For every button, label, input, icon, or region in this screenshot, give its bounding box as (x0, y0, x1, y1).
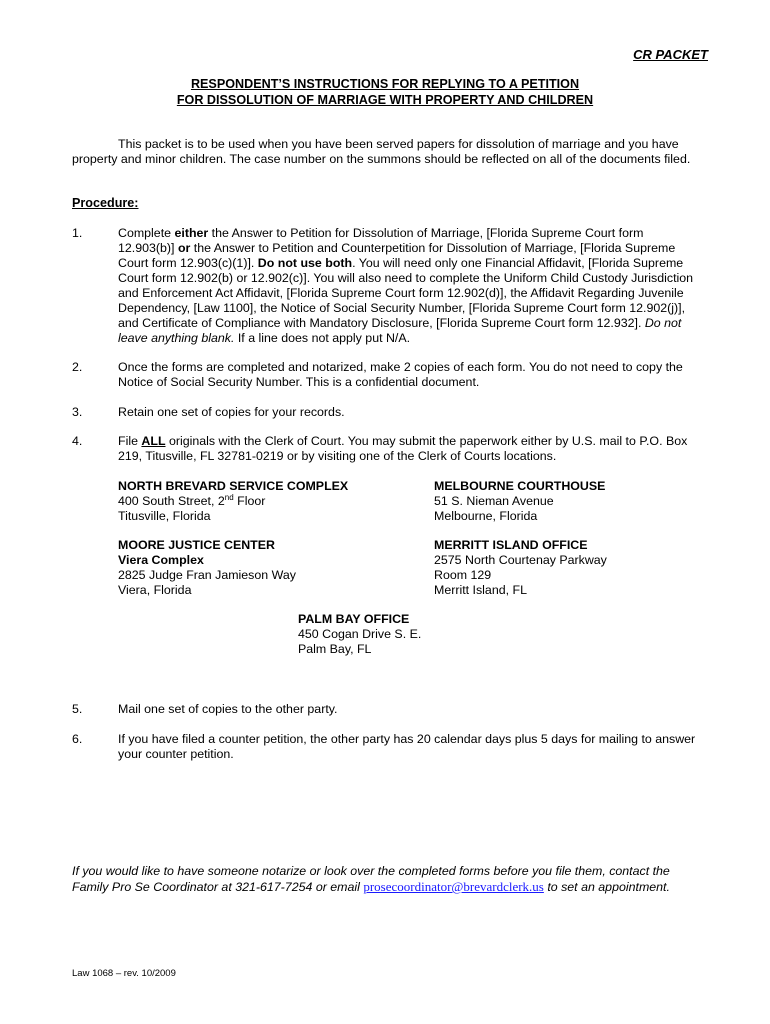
intro-line-1: This packet is to be used when you have been served papers for dissolution of marriage and you have (118, 137, 679, 151)
step-4-text: File ALL originals with the Clerk of Court. You may submit the paperwork either by U.S. mail to P.O. Box 219, Titusville, FL 32781-0219 or by visiting one of the Clerk of Courts locations. (118, 434, 688, 463)
office-name: MERRITT ISLAND OFFICE (434, 538, 588, 552)
office-room: Room 129 (434, 568, 492, 582)
office-city: Merritt Island, FL (434, 583, 527, 597)
step-2-number: 2. (72, 360, 83, 374)
document-title-line-1: RESPONDENT’S INSTRUCTIONS FOR REPLYING TO A PETITION (190, 77, 580, 91)
intro-line-2: property and minor children. The case number on the summons should be reflected on all of the documents filed. (72, 152, 691, 166)
office-name: MELBOURNE COURTHOUSE (434, 479, 606, 493)
office-address: 2825 Judge Fran Jamieson Way (118, 568, 296, 582)
step-4-number: 4. (72, 434, 83, 448)
step-3-text: Retain one set of copies for your records. (118, 405, 345, 419)
office-name: NORTH BREVARD SERVICE COMPLEX (118, 479, 349, 493)
office-city: Viera, Florida (118, 583, 192, 597)
office-name: PALM BAY OFFICE (298, 612, 410, 626)
office-city: Palm Bay, FL (298, 642, 372, 656)
office-address: 51 S. Nieman Avenue (434, 494, 554, 508)
packet-label: CR PACKET (633, 47, 708, 62)
office-address: 400 South Street, 2nd Floor (118, 492, 266, 508)
office-address: 2575 North Courtenay Parkway (434, 553, 607, 567)
office-city: Melbourne, Florida (434, 509, 538, 523)
step-5-text: Mail one set of copies to the other party. (118, 702, 338, 716)
step-6-text: If you have filed a counter petition, the other party has 20 calendar days plus 5 days for mailing to answer your counter petition. (118, 732, 696, 761)
step-2-text: Once the forms are completed and notarized, make 2 copies of each form. You do not need to copy the Notice of Social Security Number. This is a confidential document. (118, 360, 683, 389)
contact-note: If you would like to have someone notarize or look over the completed forms before you file them, contact the Family Pro Se Coordinator at 321-617-7254 or email prosecoordinator@brevardclerk.us to set an appointment. (72, 864, 670, 894)
email-link[interactable]: prosecoordinator@brevardclerk.us (363, 879, 544, 894)
office-palm-bay (298, 612, 598, 657)
step-1-text: Complete either the Answer to Petition for Dissolution of Marriage, [Florida Supreme Court form 12.903(b)] or the Answer to Petition and Counterpetition for Dissolution of Marriage, [Florida Supreme Court form 12.903(c)(1)]. Do not use both. You will need only one Financial Affidavit, [Florida Supreme Court form 12.902(b) or 12.902(c)]. You will also need to complete the Uniform Child Custody Jurisdiction and Enforcement Act Affidavit, [Florida Supreme Court form 12.902(d)], the Affidavit Regarding Juvenile Dependency, [Law 1100], the Notice of Social Security Number, [Florida Supreme Court form 12.902(j)], and Certificate of Compliance with Mandatory Disclosure, [Florida Supreme Court form 12.932]. Do not leave anything blank. If a line does not apply put N/A. (118, 226, 694, 345)
office-name: MOORE JUSTICE CENTER (118, 538, 275, 552)
office-merritt-island (434, 538, 734, 598)
office-city: Titusville, Florida (118, 509, 211, 523)
office-north-brevard (118, 479, 418, 524)
office-melbourne (434, 479, 734, 524)
procedure-heading: Procedure: (72, 196, 139, 210)
form-revision: Law 1068 – rev. 10/2009 (72, 968, 176, 979)
office-subname: Viera Complex (118, 553, 204, 567)
step-1-number: 1. (72, 226, 83, 240)
office-moore-justice (118, 538, 418, 598)
document-title-line-2: FOR DISSOLUTION OF MARRIAGE WITH PROPERTY AND CHILDREN (176, 93, 594, 107)
step-6-number: 6. (72, 732, 83, 746)
office-address: 450 Cogan Drive S. E. (298, 627, 422, 641)
step-5-number: 5. (72, 702, 83, 716)
step-3-number: 3. (72, 405, 83, 419)
